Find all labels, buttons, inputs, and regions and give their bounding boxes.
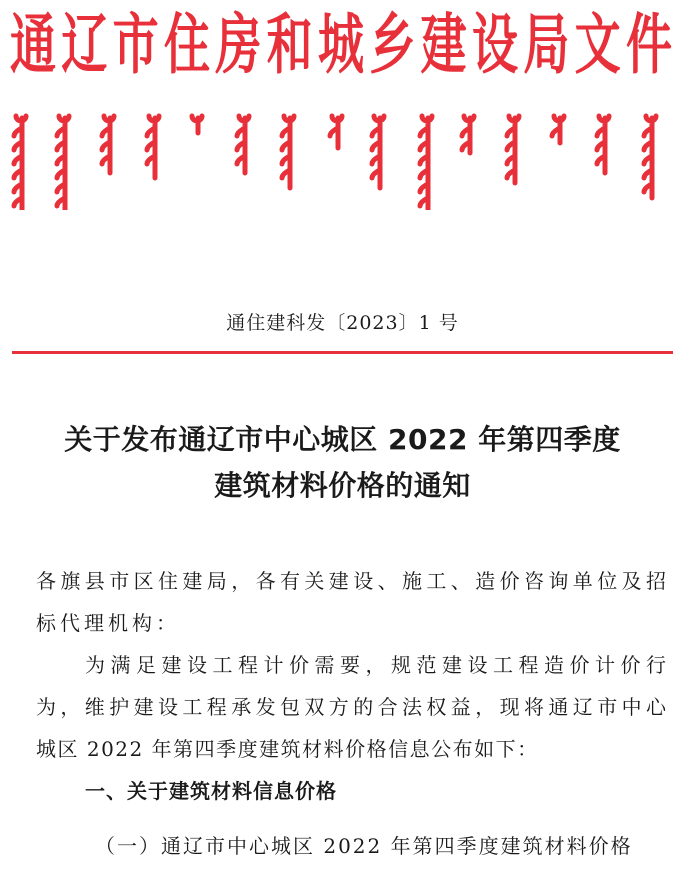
- body-line: 各旗县市区住建局，各有关建设、施工、造价咨询单位及招: [36, 569, 666, 593]
- mongolian-glyph: [282, 116, 294, 188]
- masthead-title: 通辽市住房和城乡建设局文件: [10, 6, 672, 83]
- mongolian-glyph: [372, 116, 384, 188]
- body-line: 为满足建设工程计价需要，规范建设工程造价计价行: [85, 653, 666, 677]
- mongolian-glyph: [330, 116, 342, 148]
- notice-title-line-2: 建筑材料价格的通知: [214, 469, 471, 502]
- mongolian-glyph: [644, 116, 656, 198]
- mongolian-script-masthead: [0, 100, 685, 210]
- red-divider-line: [12, 351, 673, 354]
- section-heading: 一、关于建筑材料信息价格: [85, 779, 337, 803]
- mongolian-glyph: [147, 116, 159, 178]
- mongolian-glyph: [14, 116, 26, 210]
- mongolian-glyph: [57, 116, 69, 210]
- mongolian-glyph: [102, 116, 114, 173]
- notice-title-line-1: 关于发布通辽市中心城区 2022 年第四季度: [64, 423, 621, 456]
- mongolian-glyph: [192, 116, 202, 133]
- mongolian-glyph: [552, 116, 564, 143]
- mongolian-glyph: [420, 116, 432, 210]
- mongolian-glyph: [507, 116, 519, 183]
- body-line: 标代理机构：: [36, 611, 180, 635]
- mongolian-glyph: [237, 116, 249, 173]
- document-number: 通住建科发〔2023〕1 号: [226, 312, 459, 334]
- subsection-heading: （一）通辽市中心城区 2022 年第四季度建筑材料价格: [95, 834, 633, 858]
- body-line: 为，维护建设工程承发包双方的合法权益，现将通辽市中心: [36, 695, 666, 719]
- mongolian-glyph: [462, 116, 474, 153]
- mongolian-glyph: [597, 116, 609, 173]
- body-line: 城区 2022 年第四季度建筑材料价格信息公布如下：: [36, 737, 539, 761]
